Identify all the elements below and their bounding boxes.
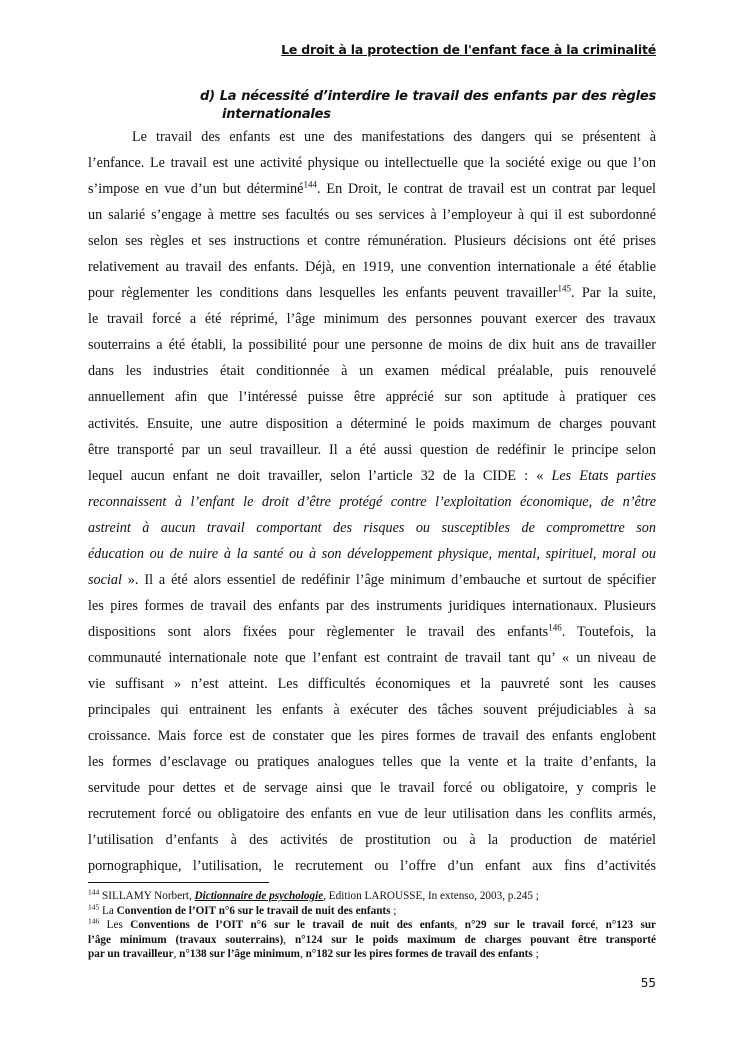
text-segment: s’impose en vue d’un but déterminé [88, 181, 304, 198]
footnote-text: , [173, 948, 180, 961]
text-line: Le travail des enfants est une des manifestations des dangers qui se présentent à [132, 129, 656, 145]
footnote-text: , Edition LAROUSSE, In extenso, 2003, p.245 ; [323, 890, 539, 902]
footnote-text: , [454, 919, 465, 932]
footnotes [88, 889, 656, 962]
text-line: servitude pour dettes et de servage ainsi que le travail forcé ou obligatoire, y compris le [88, 780, 656, 797]
text-segment: dispositions sont alors fixées pour règlementer le travail des enfants [88, 623, 549, 640]
footnote-bold: n°123 sur [605, 919, 657, 932]
footnote-bold: n°182 sur les pires formes de travail des enfants [305, 948, 533, 961]
footnote-number: 144 [88, 887, 100, 897]
footnote-ref[interactable]: 145 [557, 283, 571, 294]
text-segment: ». Il a été alors essentiel de redéfinir l’âge minimum d’embauche et surtout de spécifier [121, 571, 656, 588]
footnote-bold: n°124 sur le poids maximum de charges pouvant être transporté [294, 933, 656, 946]
footnote-bold: Conventions de l’OIT n°6 sur le travail de nuit des enfants [130, 919, 455, 932]
book-title-link[interactable]: Dictionnaire de psychologie [194, 890, 324, 902]
footnote-146 [88, 918, 656, 933]
text-line: selon ses règles et ses instructions et contre rémunération. Plusieurs décisions ont été prises [88, 233, 656, 250]
footnote-ref[interactable]: 144 [303, 179, 317, 190]
text-line: activités. Ensuite, une autre disposition a déterminé le poids maximum de charges pouvant [88, 415, 656, 432]
footnote-text: SILLAMY Norbert, [99, 890, 195, 902]
quote-text: éducation ou de nuire à la santé ou à son développement physique, mental, spirituel, moral ou [88, 545, 656, 562]
running-header: Le droit à la protection de l'enfant face à la criminalité [281, 42, 656, 57]
text-segment: . Toutefois, la [561, 623, 656, 640]
text-line: dans les industries était conditionnée à un examen médical préalable, puis renouvelé [88, 363, 656, 380]
text-segment: pour règlementer les conditions dans lesquelles les enfants peuvent travailler [88, 285, 558, 302]
footnote-bold: n°29 sur le travail forcé [464, 919, 596, 932]
footnote-text: , [595, 919, 606, 932]
footnote-text: , [283, 933, 295, 946]
text-line: être transporté par un seul travailleur. Il a été aussi question de redéfinir le principe selon [88, 441, 656, 458]
text-line: croissance. Mais force est de constater que les pires formes de travail des enfants englobent [88, 728, 656, 745]
text-line: un salarié s’engage à mettre ses facultés ou ses services à l’employeur à qui il est subordonné [88, 207, 656, 224]
page-number: 55 [640, 976, 656, 990]
text-line: l’enfance. Le travail est une activité physique ou intellectuelle que la société exige ou que l’on [88, 155, 656, 172]
body-paragraph [88, 124, 656, 879]
text-line: souterrains a été établi, la possibilité pour une personne de moins de dix huit ans de travailler [88, 337, 656, 354]
text-line: pornographique, l’utilisation, le recrutement ou l’offre d’un enfant aux fins d’activités [88, 858, 656, 875]
footnote-144 [88, 889, 656, 904]
footnote-number: 146 [88, 916, 100, 926]
text-line [88, 463, 656, 489]
quote-text: astreint à aucun travail comportant des risques ou susceptibles de compromettre son [88, 519, 656, 536]
text-line: les pires formes de travail des enfants par des instruments juridiques internationaux. Plusieurs [88, 597, 656, 614]
text-segment: . En Droit, le contrat de travail est un contrat par lequel [316, 181, 656, 198]
text-line: recrutement forcé ou obligatoire des enfants en vue de leur utilisation dans les conflits armés, [88, 806, 656, 823]
text-line [88, 567, 656, 593]
footnote-bold: par un travailleur [88, 948, 174, 961]
text-line [88, 176, 656, 202]
footnote-bold: Convention de l’OIT n°6 sur le travail de nuit des enfants [116, 904, 391, 917]
footnote-146-cont [88, 933, 656, 948]
section-heading-line-2: internationales [222, 107, 331, 122]
footnote-ref[interactable]: 146 [548, 622, 562, 633]
text-line [88, 280, 656, 306]
text-line: annuellement afin que l’intéressé puisse être apprécié sur son aptitude à pratiquer ces [88, 389, 656, 406]
text-line: relativement au travail des enfants. Déjà, en 1919, une convention internationale a été établie [88, 259, 656, 276]
footnote-text: , [299, 948, 306, 961]
text-line: principales qui entrainent les enfants à exécuter des tâches souvent préjudiciables à sa [88, 702, 656, 719]
quote-line [88, 541, 656, 567]
footnote-145 [88, 901, 656, 919]
quote-line [88, 515, 656, 541]
text-line: vie suffisant » n’est atteint. Les difficultés économiques et la pauvreté sont les causes [88, 675, 656, 692]
text-line [88, 619, 656, 645]
footnote-text: Les [99, 919, 131, 932]
quote-text: social [88, 571, 122, 588]
section-heading [200, 88, 656, 124]
footnote-bold: n°138 sur l’âge minimum [179, 948, 300, 961]
quote-line [88, 489, 656, 515]
section-heading-line-1: d) La nécessité d’interdire le travail des enfants par des règles [200, 89, 656, 104]
footnote-146-cont [88, 947, 656, 962]
text-line: l’utilisation d’enfants à des activités de prostitution ou à la production de matériel [88, 832, 656, 849]
text-line: communauté internationale note que l’enfant est contraint de travail tant qu’ « un niveau de [88, 649, 656, 666]
text-segment: lequel aucun enfant ne doit travailler, selon l’article 32 de la CIDE : « [88, 467, 544, 484]
text-line: les formes d’esclavage ou pratiques analogues telles que la vente et la traite d’enfants, la [88, 754, 656, 771]
footnote-text: La [99, 904, 117, 917]
quote-text: reconnaissent à l’enfant le droit d’être protégé contre l’exploitation économique, de n’être [88, 493, 656, 510]
text-line: le travail forcé a été réprimé, l’âge minimum des personnes pouvant exercer des travaux [88, 311, 656, 328]
footnote-number: 145 [88, 901, 100, 911]
footnote-text: ; [390, 904, 397, 917]
text-segment: . Par la suite, [570, 285, 657, 302]
quote-text: Les Etats parties [551, 467, 657, 484]
footnote-separator [88, 882, 269, 883]
footnote-text: ; [532, 948, 539, 961]
footnote-bold: l’âge minimum (travaux souterrains) [88, 933, 284, 946]
